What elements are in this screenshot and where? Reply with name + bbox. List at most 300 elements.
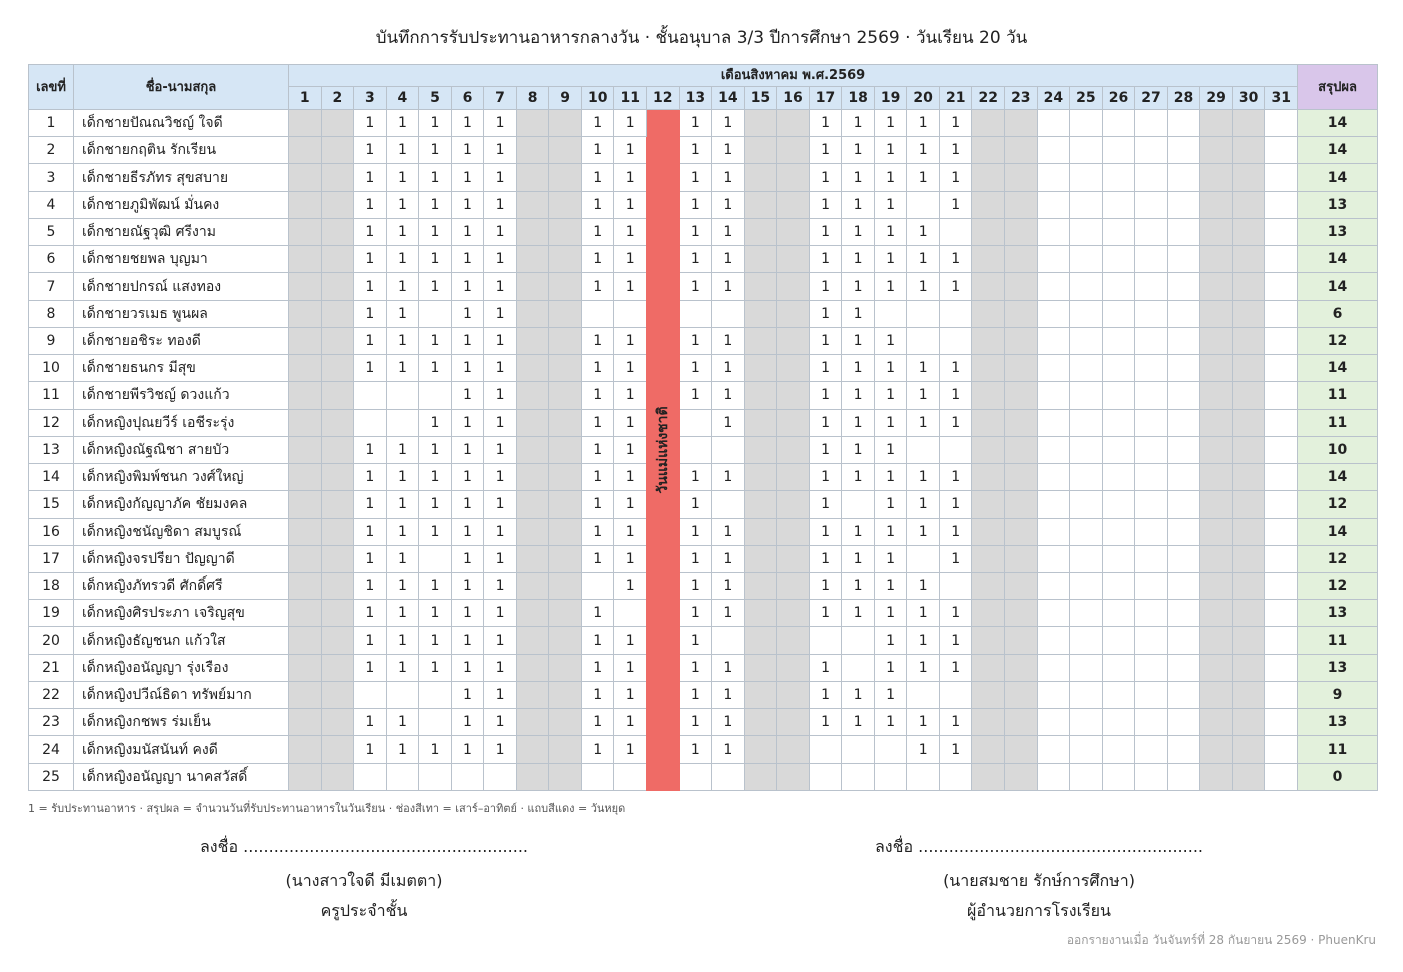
attendance-empty	[1265, 355, 1298, 382]
attendance-empty	[581, 572, 614, 599]
attendance-mark: 1	[354, 545, 387, 572]
weekend-cell	[972, 572, 1005, 599]
weekend-cell	[549, 137, 582, 164]
day-header-20: 20	[907, 87, 940, 110]
weekend-cell	[777, 545, 810, 572]
attendance-empty	[1102, 464, 1135, 491]
weekend-cell	[744, 681, 777, 708]
attendance-empty	[1265, 137, 1298, 164]
attendance-mark: 1	[842, 355, 875, 382]
attendance-empty	[1037, 246, 1070, 273]
attendance-mark: 1	[614, 327, 647, 354]
student-total: 14	[1298, 110, 1378, 137]
attendance-mark: 1	[484, 300, 517, 327]
attendance-mark: 1	[581, 110, 614, 137]
student-total: 14	[1298, 355, 1378, 382]
header-name: ชื่อ-นามสกุล	[74, 65, 289, 110]
weekend-cell	[321, 246, 354, 273]
weekend-cell	[549, 763, 582, 790]
attendance-mark: 1	[809, 409, 842, 436]
attendance-mark: 1	[842, 110, 875, 137]
attendance-mark: 1	[712, 409, 745, 436]
day-header-4: 4	[386, 87, 419, 110]
attendance-empty	[1265, 327, 1298, 354]
weekend-cell	[321, 164, 354, 191]
attendance-mark: 1	[451, 491, 484, 518]
weekend-cell	[972, 600, 1005, 627]
attendance-empty	[1102, 382, 1135, 409]
attendance-empty	[1102, 627, 1135, 654]
attendance-mark: 1	[679, 654, 712, 681]
day-header-18: 18	[842, 87, 875, 110]
attendance-empty	[1102, 572, 1135, 599]
attendance-empty	[581, 300, 614, 327]
day-header-17: 17	[809, 87, 842, 110]
header-month: เดือนสิงหาคม พ.ศ.2569	[289, 65, 1298, 87]
attendance-mark: 1	[354, 355, 387, 382]
attendance-mark: 1	[874, 110, 907, 137]
weekend-cell	[744, 191, 777, 218]
attendance-empty	[1070, 681, 1103, 708]
weekend-cell	[516, 382, 549, 409]
attendance-mark: 1	[874, 409, 907, 436]
weekend-cell	[1005, 191, 1038, 218]
attendance-empty	[1135, 464, 1168, 491]
attendance-empty	[1265, 164, 1298, 191]
weekend-cell	[549, 327, 582, 354]
weekend-cell	[321, 409, 354, 436]
attendance-empty	[354, 409, 387, 436]
weekend-cell	[1005, 300, 1038, 327]
weekend-cell	[516, 191, 549, 218]
attendance-empty	[809, 763, 842, 790]
attendance-mark: 1	[614, 736, 647, 763]
attendance-mark: 1	[679, 709, 712, 736]
attendance-empty	[1167, 436, 1200, 463]
weekend-cell	[549, 382, 582, 409]
attendance-mark: 1	[874, 518, 907, 545]
attendance-empty	[1070, 491, 1103, 518]
weekend-cell	[972, 191, 1005, 218]
attendance-mark: 1	[354, 246, 387, 273]
weekend-cell	[1200, 518, 1233, 545]
weekend-cell	[321, 709, 354, 736]
attendance-empty	[386, 409, 419, 436]
attendance-mark: 1	[354, 300, 387, 327]
attendance-mark: 1	[874, 246, 907, 273]
attendance-mark: 1	[907, 164, 940, 191]
weekend-cell	[777, 654, 810, 681]
weekend-cell	[1232, 164, 1265, 191]
weekend-cell	[1232, 464, 1265, 491]
attendance-mark: 1	[842, 518, 875, 545]
attendance-mark: 1	[939, 382, 972, 409]
attendance-empty	[419, 763, 452, 790]
student-row	[29, 709, 1378, 736]
attendance-mark: 1	[712, 736, 745, 763]
attendance-mark: 1	[354, 518, 387, 545]
attendance-mark: 1	[484, 545, 517, 572]
attendance-table	[28, 64, 1378, 791]
attendance-empty	[1070, 110, 1103, 137]
weekend-cell	[321, 654, 354, 681]
weekend-cell	[1005, 110, 1038, 137]
attendance-mark: 1	[842, 382, 875, 409]
attendance-empty	[1167, 191, 1200, 218]
weekend-cell	[972, 464, 1005, 491]
weekend-cell	[516, 763, 549, 790]
attendance-mark: 1	[419, 627, 452, 654]
attendance-mark: 1	[679, 736, 712, 763]
attendance-mark: 1	[939, 191, 972, 218]
weekend-cell	[744, 246, 777, 273]
attendance-mark: 1	[874, 627, 907, 654]
day-header-7: 7	[484, 87, 517, 110]
attendance-empty	[354, 681, 387, 708]
attendance-empty	[1135, 300, 1168, 327]
attendance-mark: 1	[809, 218, 842, 245]
attendance-mark: 1	[484, 273, 517, 300]
attendance-mark: 1	[581, 545, 614, 572]
attendance-empty	[907, 327, 940, 354]
attendance-mark: 1	[907, 273, 940, 300]
weekend-cell	[516, 545, 549, 572]
attendance-mark: 1	[354, 436, 387, 463]
attendance-mark: 1	[679, 518, 712, 545]
weekend-cell	[289, 518, 322, 545]
weekend-cell	[549, 709, 582, 736]
attendance-empty	[1037, 409, 1070, 436]
attendance-mark: 1	[712, 110, 745, 137]
attendance-mark: 1	[712, 545, 745, 572]
attendance-empty	[679, 409, 712, 436]
attendance-mark: 1	[451, 464, 484, 491]
attendance-empty	[386, 382, 419, 409]
day-header-29: 29	[1200, 87, 1233, 110]
attendance-mark: 1	[581, 273, 614, 300]
weekend-cell	[1005, 327, 1038, 354]
attendance-mark: 1	[419, 464, 452, 491]
attendance-mark: 1	[581, 627, 614, 654]
day-header-5: 5	[419, 87, 452, 110]
weekend-cell	[289, 300, 322, 327]
weekend-cell	[321, 491, 354, 518]
attendance-empty	[1135, 600, 1168, 627]
signer-role: ครูประจำชั้น	[320, 901, 408, 920]
attendance-empty	[907, 545, 940, 572]
weekend-cell	[744, 436, 777, 463]
student-number: 10	[29, 355, 74, 382]
attendance-empty	[1167, 327, 1200, 354]
attendance-mark: 1	[939, 518, 972, 545]
header-no: เลขที่	[29, 65, 74, 110]
attendance-empty	[1070, 218, 1103, 245]
attendance-empty	[679, 763, 712, 790]
attendance-empty	[386, 763, 419, 790]
attendance-mark: 1	[907, 382, 940, 409]
attendance-empty	[1102, 246, 1135, 273]
weekend-cell	[289, 218, 322, 245]
attendance-mark: 1	[874, 191, 907, 218]
attendance-mark: 1	[679, 600, 712, 627]
attendance-mark: 1	[484, 164, 517, 191]
attendance-empty	[1102, 137, 1135, 164]
student-row	[29, 300, 1378, 327]
weekend-cell	[1005, 137, 1038, 164]
attendance-empty	[1102, 327, 1135, 354]
student-row	[29, 409, 1378, 436]
attendance-mark: 1	[484, 491, 517, 518]
student-total: 11	[1298, 736, 1378, 763]
attendance-mark: 1	[484, 736, 517, 763]
student-number: 6	[29, 246, 74, 273]
attendance-empty	[1135, 436, 1168, 463]
weekend-cell	[744, 218, 777, 245]
attendance-mark: 1	[451, 273, 484, 300]
attendance-mark: 1	[809, 191, 842, 218]
weekend-cell	[289, 382, 322, 409]
attendance-empty	[1167, 491, 1200, 518]
attendance-empty	[419, 545, 452, 572]
weekend-cell	[549, 355, 582, 382]
attendance-mark: 1	[614, 436, 647, 463]
day-header-2: 2	[321, 87, 354, 110]
attendance-mark: 1	[614, 409, 647, 436]
weekend-cell	[289, 327, 322, 354]
weekend-cell	[1005, 709, 1038, 736]
attendance-empty	[1167, 246, 1200, 273]
attendance-empty	[1135, 137, 1168, 164]
attendance-mark: 1	[386, 218, 419, 245]
attendance-empty	[1167, 300, 1200, 327]
student-total: 11	[1298, 627, 1378, 654]
attendance-empty	[1135, 763, 1168, 790]
weekend-cell	[1200, 572, 1233, 599]
attendance-empty	[1167, 409, 1200, 436]
attendance-mark: 1	[874, 355, 907, 382]
attendance-mark: 1	[451, 246, 484, 273]
student-row	[29, 246, 1378, 273]
weekend-cell	[549, 654, 582, 681]
attendance-empty	[1265, 600, 1298, 627]
attendance-empty	[712, 436, 745, 463]
attendance-empty	[1037, 382, 1070, 409]
weekend-cell	[321, 627, 354, 654]
day-header-31: 31	[1265, 87, 1298, 110]
attendance-empty	[1265, 382, 1298, 409]
weekend-cell	[289, 164, 322, 191]
student-name: เด็กชายณัฐวุฒิ ศรีงาม	[74, 218, 289, 245]
student-number: 11	[29, 382, 74, 409]
attendance-mark: 1	[679, 382, 712, 409]
day-header-13: 13	[679, 87, 712, 110]
student-row	[29, 491, 1378, 518]
attendance-mark: 1	[809, 436, 842, 463]
attendance-empty	[1265, 464, 1298, 491]
student-name: เด็กชายกฤติน รักเรียน	[74, 137, 289, 164]
weekend-cell	[289, 572, 322, 599]
weekend-cell	[972, 164, 1005, 191]
attendance-mark: 1	[419, 137, 452, 164]
attendance-mark: 1	[354, 464, 387, 491]
weekend-cell	[777, 355, 810, 382]
student-number: 24	[29, 736, 74, 763]
attendance-empty	[1167, 464, 1200, 491]
student-row	[29, 191, 1378, 218]
attendance-mark: 1	[874, 572, 907, 599]
attendance-mark: 1	[874, 545, 907, 572]
weekend-cell	[289, 763, 322, 790]
attendance-mark: 1	[419, 273, 452, 300]
weekend-cell	[516, 681, 549, 708]
weekend-cell	[744, 491, 777, 518]
attendance-empty	[1135, 627, 1168, 654]
weekend-cell	[289, 491, 322, 518]
teacher-signature-block	[180, 832, 548, 926]
student-total: 13	[1298, 600, 1378, 627]
attendance-mark: 1	[419, 518, 452, 545]
attendance-mark: 1	[679, 191, 712, 218]
student-row	[29, 572, 1378, 599]
attendance-empty	[1135, 355, 1168, 382]
attendance-empty	[1265, 763, 1298, 790]
weekend-cell	[1005, 218, 1038, 245]
student-number: 23	[29, 709, 74, 736]
attendance-mark: 1	[842, 464, 875, 491]
attendance-mark: 1	[907, 409, 940, 436]
weekend-cell	[516, 491, 549, 518]
attendance-empty	[1070, 409, 1103, 436]
student-total: 14	[1298, 246, 1378, 273]
weekend-cell	[1200, 763, 1233, 790]
weekend-cell	[1005, 409, 1038, 436]
attendance-mark: 1	[809, 327, 842, 354]
attendance-mark: 1	[874, 436, 907, 463]
attendance-mark: 1	[874, 382, 907, 409]
attendance-mark: 1	[614, 518, 647, 545]
weekend-cell	[516, 627, 549, 654]
attendance-mark: 1	[419, 327, 452, 354]
attendance-empty	[1102, 409, 1135, 436]
weekend-cell	[321, 464, 354, 491]
attendance-mark: 1	[451, 709, 484, 736]
weekend-cell	[321, 763, 354, 790]
student-number: 3	[29, 164, 74, 191]
signer-name: (นางสาวใจดี มีเมตตา)	[285, 871, 443, 890]
attendance-mark: 1	[451, 137, 484, 164]
student-number: 5	[29, 218, 74, 245]
student-number: 15	[29, 491, 74, 518]
attendance-empty	[1037, 300, 1070, 327]
header-summary: สรุปผล	[1298, 65, 1378, 110]
weekend-cell	[744, 273, 777, 300]
weekend-cell	[972, 300, 1005, 327]
weekend-cell	[1200, 327, 1233, 354]
weekend-cell	[516, 654, 549, 681]
attendance-empty	[1167, 382, 1200, 409]
attendance-empty	[1135, 409, 1168, 436]
attendance-mark: 1	[614, 273, 647, 300]
student-name: เด็กชายวรเมธ พูนผล	[74, 300, 289, 327]
attendance-empty	[1265, 681, 1298, 708]
attendance-mark: 1	[712, 246, 745, 273]
weekend-cell	[744, 545, 777, 572]
weekend-cell	[744, 300, 777, 327]
attendance-mark: 1	[484, 627, 517, 654]
attendance-mark: 1	[842, 545, 875, 572]
attendance-empty	[1037, 464, 1070, 491]
student-number: 1	[29, 110, 74, 137]
attendance-empty	[842, 736, 875, 763]
student-number: 19	[29, 600, 74, 627]
attendance-mark: 1	[354, 327, 387, 354]
attendance-empty	[1265, 545, 1298, 572]
student-total: 13	[1298, 218, 1378, 245]
attendance-empty	[484, 763, 517, 790]
attendance-mark: 1	[419, 436, 452, 463]
weekend-cell	[777, 191, 810, 218]
page-title: บันทึกการรับประทานอาหารกลางวัน · ชั้นอนุบาล 3/3 ปีการศึกษา 2569 · วันเรียน 20 วัน	[375, 28, 1028, 48]
student-row	[29, 436, 1378, 463]
attendance-empty	[1070, 464, 1103, 491]
attendance-empty	[939, 763, 972, 790]
attendance-empty	[614, 600, 647, 627]
weekend-cell	[516, 327, 549, 354]
student-row	[29, 137, 1378, 164]
attendance-mark: 1	[354, 273, 387, 300]
attendance-empty	[842, 491, 875, 518]
attendance-mark: 1	[939, 654, 972, 681]
attendance-mark: 1	[679, 164, 712, 191]
student-total: 0	[1298, 763, 1378, 790]
attendance-empty	[1037, 491, 1070, 518]
weekend-cell	[1232, 763, 1265, 790]
attendance-empty	[1070, 164, 1103, 191]
attendance-mark: 1	[939, 709, 972, 736]
attendance-mark: 1	[451, 355, 484, 382]
attendance-empty	[1037, 436, 1070, 463]
attendance-mark: 1	[809, 709, 842, 736]
weekend-cell	[744, 137, 777, 164]
attendance-empty	[1265, 218, 1298, 245]
weekend-cell	[1005, 681, 1038, 708]
student-row	[29, 164, 1378, 191]
signer-name: (นายสมชาย รักษ์การศึกษา)	[943, 871, 1135, 890]
weekend-cell	[1200, 736, 1233, 763]
attendance-empty	[1265, 436, 1298, 463]
student-name: เด็กชายชยพล บุญมา	[74, 246, 289, 273]
attendance-empty	[1037, 627, 1070, 654]
weekend-cell	[972, 763, 1005, 790]
day-header-27: 27	[1135, 87, 1168, 110]
attendance-mark: 1	[679, 137, 712, 164]
weekend-cell	[1232, 246, 1265, 273]
weekend-cell	[549, 436, 582, 463]
student-row	[29, 627, 1378, 654]
weekend-cell	[1200, 600, 1233, 627]
attendance-empty	[1102, 709, 1135, 736]
weekend-cell	[1232, 545, 1265, 572]
weekend-cell	[777, 409, 810, 436]
student-total: 13	[1298, 191, 1378, 218]
attendance-empty	[1135, 191, 1168, 218]
weekend-cell	[1200, 382, 1233, 409]
student-number: 22	[29, 681, 74, 708]
attendance-empty	[712, 763, 745, 790]
weekend-cell	[289, 627, 322, 654]
student-number: 25	[29, 763, 74, 790]
attendance-mark: 1	[484, 218, 517, 245]
